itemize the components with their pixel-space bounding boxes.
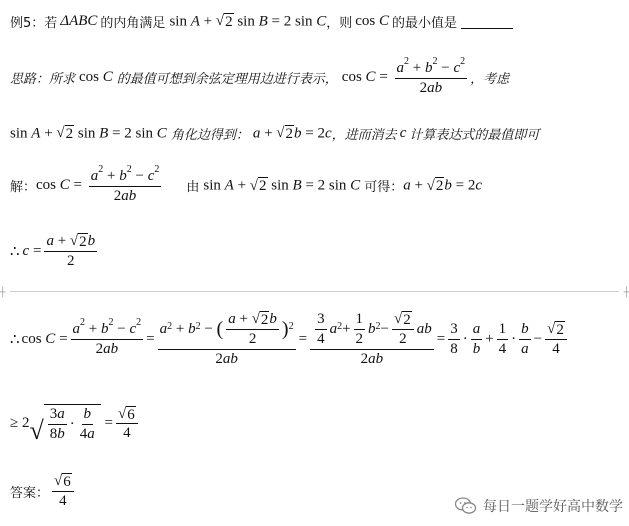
c-equals: c = <box>22 242 42 259</box>
cosine-law-formula: cos C = $\frac{a^2 + b^2 - c^2}{2ab}$ <box>341 56 466 96</box>
hint-text-a: 思路：所求 <box>10 72 76 88</box>
answer-value: √ 6 4 <box>52 472 74 511</box>
derivation-therefore: ∴ <box>10 331 20 348</box>
deriv-frac-1: $\frac{a^2 + b^2 - c^2}{2ab}$ <box>72 317 142 358</box>
separator-right-mark: ┼ <box>623 288 629 298</box>
derivation-line: ∴ cos C = $\frac{a^2 + b^2 - c^2}{2ab}$ = a $^2$ + b $^2$ − ( a + √ 2 b 2 ) $^2$ 2ab = $\frac{3}{4}$ a $^2$ + $\frac{1}{2}$ b $^2$ − √ 2 2 ab 2ab = $\frac{3}{8}$ · $\frac{a}{b}$ + $\frac{1}{4}$ · $\frac{b}{a}$ − √ 2 4 <box>10 310 570 368</box>
solution-cosc: cos C = $\frac{a^2 + b^2 - c^2}{2ab}$ <box>36 164 160 204</box>
page-separator <box>0 288 629 296</box>
hint-cosc: cos C <box>79 69 113 86</box>
ratio-a-b: $\frac{a}{b}$ <box>472 320 481 357</box>
eq-2: = <box>298 330 308 347</box>
hint-condition: sin A + √ 2 sin B = 2 sin C <box>10 125 167 142</box>
answer-label: 答案： <box>10 485 50 501</box>
example-statement <box>10 12 513 31</box>
hint-text-d: 角化边得到： <box>170 128 249 143</box>
separator-left-mark: ┼ <box>0 288 6 298</box>
am-gm-sqrt: √ $\frac{3a}{8b}$ · $\frac{b}{4a}$ <box>29 404 100 444</box>
solution-label: 解： <box>10 180 37 196</box>
c-fraction: a + √ 2 b 2 <box>46 233 96 269</box>
triangle-name: ΔABC <box>60 13 98 29</box>
example-label: 例5：若 <box>10 16 58 31</box>
question-ask: 的最小值是 <box>392 16 458 31</box>
coef-3-8: $\frac{3}{8}$ <box>450 320 458 357</box>
inequality-line <box>10 404 141 444</box>
c-expression <box>10 232 100 271</box>
ratio-b-a: $\frac{b}{a}$ <box>521 320 529 357</box>
hint-line-2 <box>10 124 539 143</box>
hint-text-f: 计算表达式的最值即可 <box>409 128 540 143</box>
hint-text-e: ，进而消去 <box>331 128 397 143</box>
hint-text-c: ，考虑 <box>470 72 510 88</box>
min-value: √ 6 4 <box>116 405 138 444</box>
deriv-cosc: cos C = <box>21 330 68 347</box>
solution-line <box>10 166 482 206</box>
hint-var: c <box>399 125 407 141</box>
answer-line <box>10 472 77 511</box>
const-sqrt2-4: √ 2 4 <box>545 320 567 359</box>
coef-1-4: $\frac{1}{4}$ <box>498 320 507 357</box>
answer-blank <box>461 14 513 29</box>
hint-line-1 <box>10 58 509 98</box>
solution-mid: 由 <box>186 180 200 196</box>
condition-formula: sin A + √ 2 sin B = 2 sin C <box>169 13 327 30</box>
eq-4: = <box>100 415 113 432</box>
condition-prefix: 的内角满足 <box>100 16 166 31</box>
watermark <box>455 496 623 516</box>
separator-line <box>10 291 619 292</box>
solution-relation: a + √ 2 b = 2c <box>403 177 483 194</box>
wechat-icon <box>455 497 477 515</box>
solution-mid2: 可得： <box>364 180 404 196</box>
cosc-term: cos C <box>355 13 390 29</box>
solution-condition: sin A + √ 2 sin B = 2 sin C <box>203 177 361 194</box>
deriv-frac-2: a $^2$ + b $^2$ − ( a + √ 2 b 2 ) $^2$ 2ab <box>159 311 294 367</box>
eq-3: = <box>436 330 446 347</box>
ge-two: ≥ 2 <box>10 415 30 432</box>
eq-1: = <box>146 330 155 347</box>
condition-suffix: ，则 <box>326 16 353 31</box>
watermark-text: 每日一题学好高中数学 <box>483 499 623 515</box>
deriv-frac-3: $\frac{3}{4}$ a $^2$ + $\frac{1}{2}$ b $^2$ − √ 2 2 ab 2ab <box>310 310 434 368</box>
hint-text-b: 的最值可想到余弦定理用边进行表示， <box>116 72 338 88</box>
edge-relation: a + √ 2 b = 2c <box>252 125 332 142</box>
therefore-symbol: ∴ <box>10 243 20 260</box>
